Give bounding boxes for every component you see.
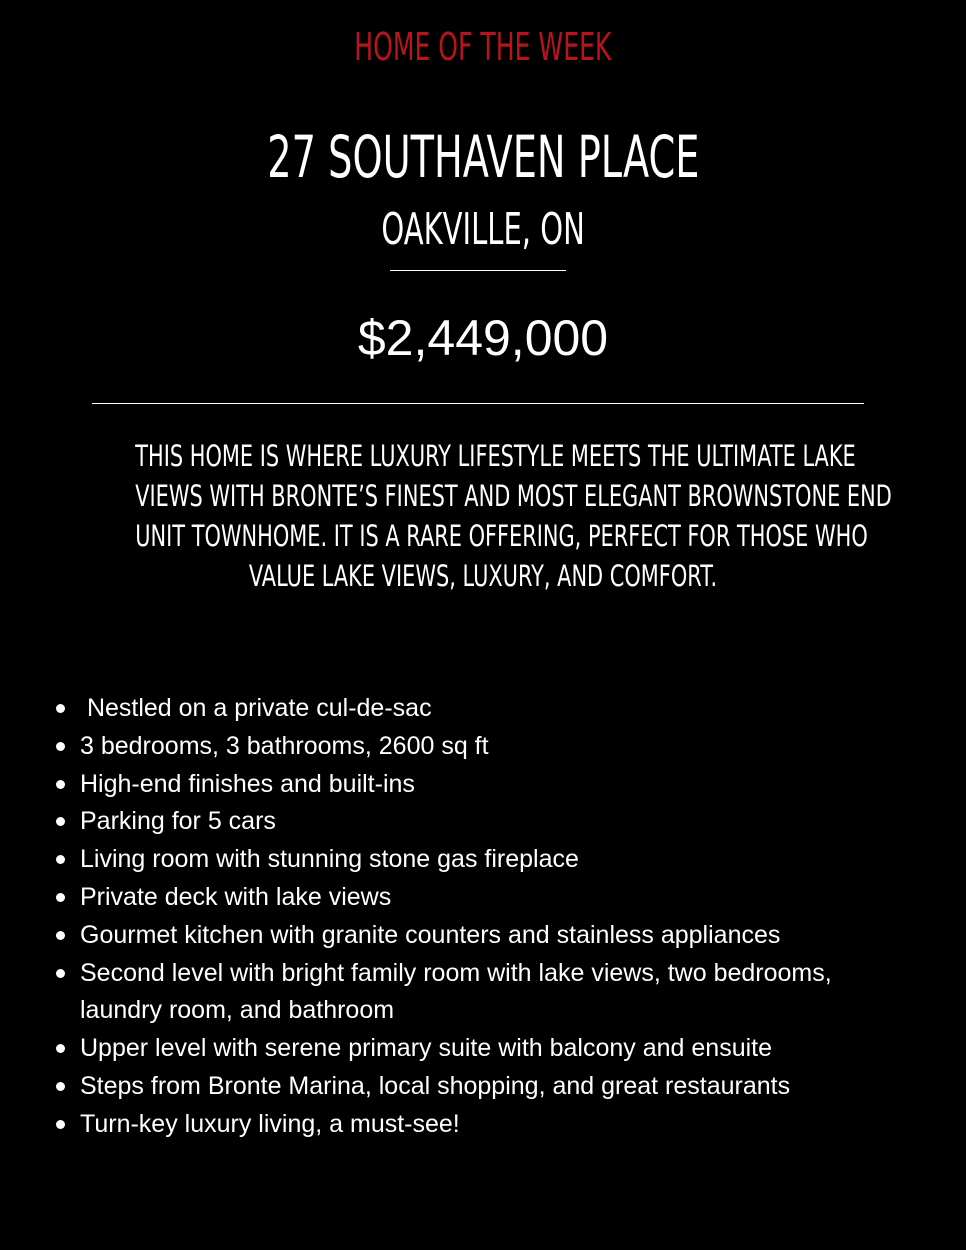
feature-item: Private deck with lake views: [0, 879, 966, 917]
property-city: [0, 203, 966, 257]
description-blurb: [0, 436, 966, 596]
blurb-line: VIEWS WITH BRONTE’S FINEST AND MOST ELEGANT BROWNSTONE END: [135, 479, 892, 513]
blurb-line: THIS HOME IS WHERE LUXURY LIFESTYLE MEETS THE ULTIMATE LAKE: [135, 439, 856, 473]
city-text: OAKVILLE, ON: [381, 204, 585, 255]
short-divider: [390, 270, 566, 271]
kicker-text: HOME OF THE WEEK: [354, 25, 612, 69]
feature-item: 3 bedrooms, 3 bathrooms, 2600 sq ft: [0, 728, 966, 766]
feature-item: Nestled on a private cul-de-sac: [0, 690, 966, 728]
feature-item: Turn-key luxury living, a must-see!: [0, 1106, 966, 1144]
feature-list: [0, 690, 966, 1144]
long-divider: [92, 403, 864, 404]
feature-item: Gourmet kitchen with granite counters and stainless appliances: [0, 917, 966, 955]
blurb-line: UNIT TOWNHOME. IT IS A RARE OFFERING, PERFECT FOR THOSE WHO: [135, 519, 868, 553]
blurb-line: VALUE LAKE VIEWS, LUXURY, AND COMFORT.: [248, 559, 718, 593]
feature-item: High-end finishes and built-ins: [0, 766, 966, 804]
kicker-heading: [0, 24, 966, 70]
listing-price: $2,449,000: [357, 310, 609, 366]
feature-item: Parking for 5 cars: [0, 803, 966, 841]
feature-item: Living room with stunning stone gas fireplace: [0, 841, 966, 879]
feature-item: Second level with bright family room with lake views, two bedrooms, laundry room, and bathroom: [0, 955, 966, 1031]
property-address: [0, 122, 966, 192]
feature-item: Steps from Bronte Marina, local shopping, and great restaurants: [0, 1068, 966, 1106]
address-text: 27 SOUTHAVEN PLACE: [266, 123, 700, 191]
feature-item: Upper level with serene primary suite with balcony and ensuite: [0, 1030, 966, 1068]
